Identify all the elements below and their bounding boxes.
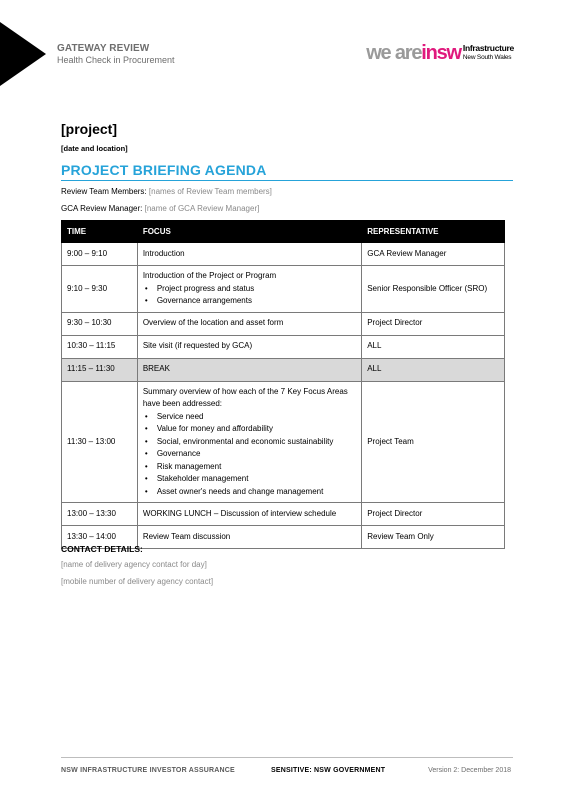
cell-focus: WORKING LUNCH – Discussion of interview schedule: [137, 503, 361, 526]
review-team-line: [61, 187, 272, 196]
header-focus: FOCUS: [137, 221, 361, 243]
cell-representative: Project Director: [362, 312, 505, 335]
header-title: GATEWAY REVIEW: [57, 43, 150, 54]
cell-representative: Review Team Only: [362, 526, 505, 549]
bullet-item: • Stakeholder management: [143, 473, 356, 486]
review-manager-value: [name of GCA Review Manager]: [144, 204, 260, 213]
table-row: [62, 266, 505, 313]
cell-representative: ALL: [362, 335, 505, 358]
table-row-break: [62, 358, 505, 381]
focus-text: Introduction of the Project or Program: [142, 271, 277, 280]
cell-time: 9:10 – 9:30: [62, 266, 138, 313]
cell-focus: Review Team discussion: [137, 526, 361, 549]
corner-triangle-decoration: [0, 22, 46, 86]
bullet-item: • Asset owner's needs and change management: [143, 486, 356, 499]
cell-representative: Project Team: [362, 381, 505, 503]
cell-time: 13:00 – 13:30: [62, 503, 138, 526]
bullet-item: • Value for money and affordability: [143, 423, 356, 436]
header-time: TIME: [62, 221, 138, 243]
cell-time: 10:30 – 11:15: [62, 335, 138, 358]
review-team-value: [names of Review Team members]: [148, 187, 272, 196]
footer-version: Version 2: December 2018: [428, 767, 511, 774]
bullet-item: • Service need: [143, 411, 356, 424]
review-manager-line: [61, 204, 259, 213]
logo-text-we-are: we are: [366, 41, 422, 64]
cell-focus: [137, 381, 361, 503]
agenda-title-rule: [61, 180, 513, 181]
cell-time: 13:30 – 14:00: [62, 526, 138, 549]
table-row: [62, 503, 505, 526]
cell-time: 9:00 – 9:10: [62, 243, 138, 266]
cell-representative: Project Director: [362, 503, 505, 526]
logo-line-nsw: New South Wales: [462, 54, 512, 61]
focus-text: Summary overview of how each of the 7 Key Focus Areas have been addressed:: [142, 386, 348, 408]
cell-representative: Senior Responsible Officer (SRO): [362, 266, 505, 313]
bullet-item: • Governance: [143, 448, 356, 461]
bullet-item: • Social, environmental and economic sustainability: [143, 436, 356, 449]
footer-left-text: NSW INFRASTRUCTURE INVESTOR ASSURANCE: [61, 767, 235, 774]
bullet-item: • Project progress and status: [143, 283, 356, 296]
focus-bullet-list: [143, 283, 356, 308]
focus-bullet-list: [143, 411, 356, 499]
footer-classification: SENSITIVE: NSW GOVERNMENT: [271, 767, 386, 774]
project-placeholder: [project]: [61, 121, 117, 137]
logo-line-infrastructure: Infrastructure: [462, 43, 514, 53]
insw-logo: [366, 40, 514, 66]
cell-focus: Introduction: [137, 243, 361, 266]
contact-mobile-placeholder: [mobile number of delivery agency contact]: [61, 577, 214, 586]
agenda-table: [61, 220, 505, 549]
contact-name-placeholder: [name of delivery agency contact for day]: [61, 560, 207, 569]
review-manager-label: GCA Review Manager:: [61, 204, 143, 213]
table-row: [62, 381, 505, 503]
review-team-label: Review Team Members:: [61, 187, 147, 196]
table-header-row: [62, 221, 505, 243]
cell-time: 11:15 – 11:30: [62, 358, 138, 381]
header-representative: REPRESENTATIVE: [362, 221, 505, 243]
table-row: [62, 243, 505, 266]
footer-rule: [61, 757, 513, 758]
cell-representative: GCA Review Manager: [362, 243, 505, 266]
cell-time: 9:30 – 10:30: [62, 312, 138, 335]
date-location-placeholder: [date and location]: [61, 144, 128, 153]
cell-focus: Site visit (if requested by GCA): [137, 335, 361, 358]
logo-text-insw: insw: [421, 41, 461, 64]
contact-details-title: CONTACT DETAILS:: [61, 544, 143, 554]
bullet-item: • Risk management: [143, 461, 356, 474]
cell-time: 11:30 – 13:00: [62, 381, 138, 503]
bullet-item: • Governance arrangements: [143, 295, 356, 308]
table-row: [62, 312, 505, 335]
table-row: [62, 335, 505, 358]
logo-text-block: [463, 44, 514, 62]
agenda-title: PROJECT BRIEFING AGENDA: [61, 162, 267, 178]
cell-focus: [137, 266, 361, 313]
cell-focus: BREAK: [137, 358, 361, 381]
cell-focus: Overview of the location and asset form: [137, 312, 361, 335]
header-subtitle: Health Check in Procurement: [57, 55, 175, 65]
cell-representative: ALL: [362, 358, 505, 381]
